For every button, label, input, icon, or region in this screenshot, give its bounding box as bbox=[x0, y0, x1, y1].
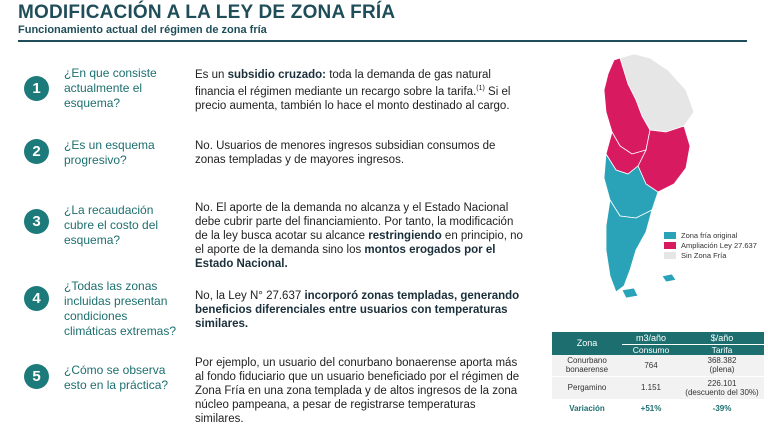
table-cell-zone: Conurbano bonaerense bbox=[552, 355, 622, 377]
answer-text: Es un bbox=[195, 69, 228, 81]
answer-text: No. El aporte de la demanda no alcanza y el Estado Nacional debe cubrir parte del financiamiento. Por tanto, la modificación de la ley busca acotar su alcance bbox=[195, 202, 514, 242]
answer-emphasis: incorporó zonas templadas, generando beneficios diferenciales entre usuarios con temperaturas similares. bbox=[195, 290, 520, 330]
variation-label: Variación bbox=[569, 404, 605, 413]
map-legend bbox=[664, 230, 757, 260]
table-row bbox=[552, 377, 764, 399]
table-header-consumo: Consumo bbox=[622, 344, 680, 355]
answer-emphasis: subsidio cruzado: bbox=[227, 69, 327, 81]
legend-label: Ampliación Ley 27.637 bbox=[681, 240, 757, 250]
faq-answer bbox=[195, 201, 523, 271]
faq-question: ¿Todas las zonas incluidas presentan condiciones climáticas extremas? bbox=[64, 279, 177, 338]
legend-item bbox=[664, 250, 757, 260]
page-subtitle: Funcionamiento actual del régimen de zona fría bbox=[18, 24, 267, 36]
argentina-zone-map bbox=[576, 50, 706, 300]
tarifa-value: 368.382 bbox=[707, 356, 737, 366]
map-region-islands bbox=[662, 274, 676, 282]
variation-tarifa: -39% bbox=[712, 404, 732, 413]
table-header-zona: Zona bbox=[552, 332, 622, 355]
faq-answer bbox=[195, 356, 523, 426]
legend-item bbox=[664, 230, 757, 240]
faq-question: ¿La recaudación cubre el costo del esquema? bbox=[64, 203, 159, 247]
title-divider bbox=[18, 40, 747, 42]
answer-text: Por ejemplo, un usuario del conurbano bonaerense aporta más al fondo fiduciario que un usuario beneficiado por el régimen de Zona Fría en una zona templada y de altos ingresos de la zona núcleo pampeana, a pesar de registrarse temperaturas similares. bbox=[195, 357, 520, 425]
step-number-badge: 2 bbox=[24, 139, 49, 164]
table-cell-consumo: 1.151 bbox=[622, 377, 680, 399]
faq-question: ¿En que consiste actualmente el esquema? bbox=[64, 66, 157, 110]
comparison-table bbox=[552, 332, 764, 419]
table-header-row bbox=[552, 332, 764, 344]
table-header-consumo-unit: m3/año bbox=[622, 332, 680, 344]
answer-text: Si el precio aumenta, también lo hace el monto destinado al cargo. bbox=[195, 85, 511, 112]
step-number-badge: 5 bbox=[24, 364, 49, 389]
faq-question: ¿Es un esquema progresivo? bbox=[64, 138, 155, 167]
table-cell-consumo: 764 bbox=[622, 355, 680, 377]
legend-label: Sin Zona Fría bbox=[681, 250, 727, 260]
faq-answer bbox=[195, 289, 523, 331]
tarifa-value: 226.101 bbox=[707, 378, 737, 388]
footnote-marker: (1) bbox=[476, 85, 485, 92]
map-region-tierra-del-fuego bbox=[622, 288, 638, 298]
step-number-badge: 3 bbox=[24, 209, 49, 234]
page-title: MODIFICACIÓN A LA LEY DE ZONA FRÍA bbox=[18, 2, 396, 23]
table-cell-tarifa bbox=[680, 355, 764, 377]
step-number-badge: 4 bbox=[24, 286, 49, 311]
answer-emphasis: montos erogados por el Estado Nacional. bbox=[195, 244, 496, 270]
legend-swatch bbox=[664, 242, 676, 249]
answer-text: No, la Ley N° 27.637 bbox=[195, 290, 305, 302]
answer-emphasis: restringiendo bbox=[368, 230, 442, 242]
table-cell-zone: Pergamino bbox=[552, 377, 622, 399]
answer-text: toda la demanda de gas natural financia el régimen mediante un recargo sobre la tarifa. bbox=[195, 69, 491, 98]
table-cell-tarifa bbox=[680, 377, 764, 399]
faq-answer bbox=[195, 139, 523, 167]
table-header-tarifa: Tarifa bbox=[680, 344, 764, 355]
legend-swatch bbox=[664, 252, 676, 259]
faq-question: ¿Cómo se observa esto en la práctica? bbox=[64, 363, 169, 392]
step-number-badge: 1 bbox=[24, 76, 49, 101]
tarifa-note: (plena) bbox=[709, 365, 735, 375]
legend-swatch bbox=[664, 232, 676, 239]
tarifa-note: (descuento del 30%) bbox=[685, 387, 759, 397]
variation-consumo: +51% bbox=[640, 404, 662, 413]
legend-label: Zona fría original bbox=[681, 230, 738, 240]
answer-text: No. Usuarios de menores ingresos subsidian consumos de zonas templadas y de mayores ingresos. bbox=[195, 140, 496, 166]
table-variation-row bbox=[552, 399, 764, 419]
faq-answer bbox=[195, 68, 523, 113]
answer-text: en principio, no el aporte de la demanda sino los bbox=[195, 230, 523, 256]
table-header-tarifa-unit: $/año bbox=[680, 332, 764, 344]
table-row bbox=[552, 355, 764, 377]
legend-item bbox=[664, 240, 757, 250]
